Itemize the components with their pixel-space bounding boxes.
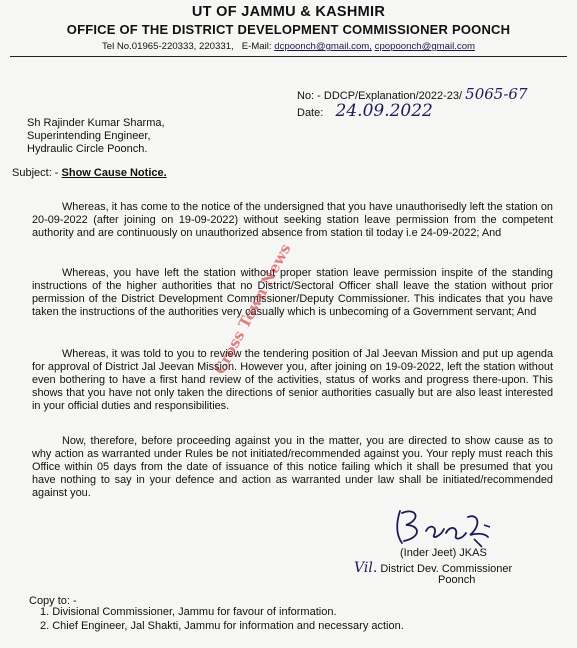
paragraph-2: Whereas, you have left the station without proper station leave permission inspite of the standing instructions of the higher authorities that no District/Sectoral Officer shall leave the station without prior permission of the District Development Commissioner/Deputy Commissioner. This indicates that you have taken the instructions of the authorities very casually which is unbecoming of a Government servant; And: [32, 267, 553, 319]
designation-text: District Dev. Commissioner: [380, 563, 513, 575]
email-link-1[interactable]: dcpoonch@gmail.com,: [274, 41, 372, 52]
paragraph-3: Whereas, it was told to you to review the tendering position of Jal Jeevan Mission and put up agenda for approval of District Jal Jeevan Mission. However you, after joining on 19-09-2022, left the station without even bothering to have a first hand review of the activities, status of works and progress there-upon. This shows that you have not only taken the directions of senior authorities casually but are also least interested in your official duties and responsibilities.: [32, 348, 553, 413]
ref-label: No: - DDCP/Explanation/2022-23/: [297, 90, 463, 102]
addressee-line: Superintending Engineer,: [27, 130, 151, 142]
watermark: Cross Town News: [210, 240, 295, 378]
initial-stamp-icon: Vil.: [354, 560, 378, 576]
header-email-label: E-Mail:: [241, 41, 272, 52]
reference-date: [297, 101, 433, 121]
copy-to-item: 1. Divisional Commissioner, Jammu for favour of information.: [40, 606, 337, 618]
paragraph-1: Whereas, it has come to the notice of the undersigned that you have unauthorisedly left the station on 20-09-2022 (after joining on 19-09-2022) without seeking station leave permission from the competent authority and are continuously on unauthorized absence from station til today i.e 24-09-2022; And: [32, 201, 553, 240]
signature-mark: [386, 503, 496, 549]
copy-to-label: Copy to: -: [29, 595, 77, 607]
email-link-2[interactable]: cpopoonch@gmail.com: [374, 41, 476, 52]
ref-handwritten: 5065-67: [465, 85, 528, 103]
copy-to-item: 2. Chief Engineer, Jal Shakti, Jammu for information and necessary action.: [40, 620, 404, 632]
header-ut: UT OF JAMMU & KASHMIR: [191, 4, 386, 20]
subject-text: Show Cause Notice.: [61, 167, 167, 179]
addressee-line: Sh Rajinder Kumar Sharma,: [27, 117, 165, 129]
subject-label: Subject: -: [12, 167, 59, 179]
header-divider: [10, 56, 567, 57]
header-tel: Tel No.01965-220333, 220331,: [101, 41, 234, 52]
subject-line: [12, 167, 167, 179]
signatory-name: (Inder Jeet) JKAS: [400, 547, 487, 559]
paragraph-4: Now, therefore, before proceeding against you in the matter, you are directed to show cause as to why action as warranted under Rules be not initiated/recommended against you. Your reply must reach this Office within 05 days from the date of issuance of this notice failing which it shall be presumed that you have nothing to say in your defence and action as warranted under law shall be initiated/recommended against you.: [32, 435, 553, 500]
header-office: OFFICE OF THE DISTRICT DEVELOPMENT COMMISSIONER POONCH: [66, 22, 511, 37]
signatory-designation: [354, 560, 512, 576]
date-handwritten: 24.09.2022: [335, 101, 433, 121]
addressee-line: Hydraulic Circle Poonch.: [27, 143, 148, 155]
signatory-place: Poonch: [438, 574, 476, 586]
date-label: Date:: [297, 107, 324, 119]
header-contact: [0, 41, 577, 52]
